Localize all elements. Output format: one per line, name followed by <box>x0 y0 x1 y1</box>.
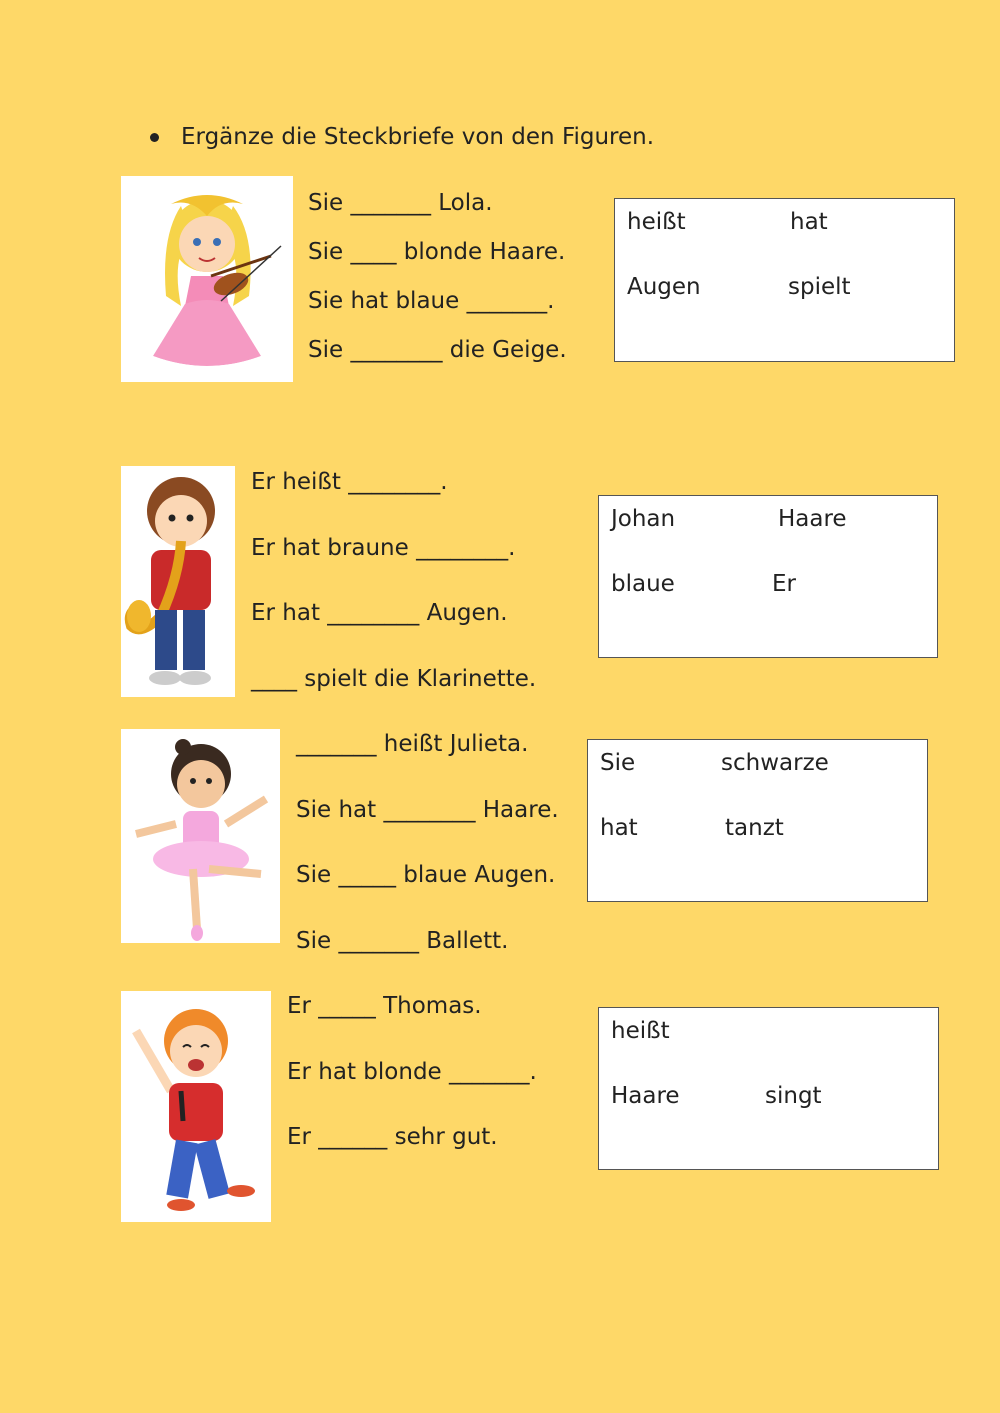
word-chip: Augen <box>627 274 701 300</box>
sentence: Er ______ sehr gut. <box>287 1124 498 1150</box>
bullet-icon <box>150 133 159 142</box>
word-chip: spielt <box>788 274 851 300</box>
sentence: Er _____ Thomas. <box>287 993 482 1019</box>
sentence: Sie _______ Ballett. <box>296 928 509 954</box>
word-chip: heißt <box>611 1018 670 1044</box>
word-chip: singt <box>765 1083 822 1109</box>
boy-singer-picture <box>121 991 271 1222</box>
sentence: Sie ________ die Geige. <box>308 337 567 363</box>
sentence: Er heißt ________. <box>251 469 448 495</box>
word-chip: Er <box>772 571 796 597</box>
word-bank <box>614 198 955 362</box>
sentence: Sie _______ Lola. <box>308 190 493 216</box>
instruction <box>150 124 654 150</box>
word-chip: Johan <box>611 506 676 532</box>
word-chip: Sie <box>600 750 636 776</box>
word-bank <box>598 1007 939 1170</box>
girl-violin-picture <box>121 176 293 382</box>
sentence: _______ heißt Julieta. <box>296 731 529 757</box>
word-chip: tanzt <box>725 815 784 841</box>
sentence: Sie _____ blaue Augen. <box>296 862 556 888</box>
sentence: ____ spielt die Klarinette. <box>251 666 537 692</box>
word-chip: blaue <box>611 571 675 597</box>
sentence: Sie hat blaue _______. <box>308 288 555 314</box>
word-bank <box>598 495 938 658</box>
word-chip: hat <box>790 209 828 235</box>
sentence: Er hat braune ________. <box>251 535 516 561</box>
sentence: Er hat ________ Augen. <box>251 600 508 626</box>
boy-saxophone-picture <box>121 466 235 697</box>
word-chip: heißt <box>627 209 686 235</box>
word-chip: Haare <box>611 1083 680 1109</box>
word-bank <box>587 739 928 902</box>
sentence: Er hat blonde _______. <box>287 1059 537 1085</box>
word-chip: schwarze <box>721 750 829 776</box>
sentence: Sie hat ________ Haare. <box>296 797 559 823</box>
word-chip: hat <box>600 815 638 841</box>
word-chip: Haare <box>778 506 847 532</box>
sentence: Sie ____ blonde Haare. <box>308 239 566 265</box>
girl-ballerina-picture <box>121 729 280 943</box>
instruction-text: Ergänze die Steckbriefe von den Figuren. <box>181 124 655 150</box>
